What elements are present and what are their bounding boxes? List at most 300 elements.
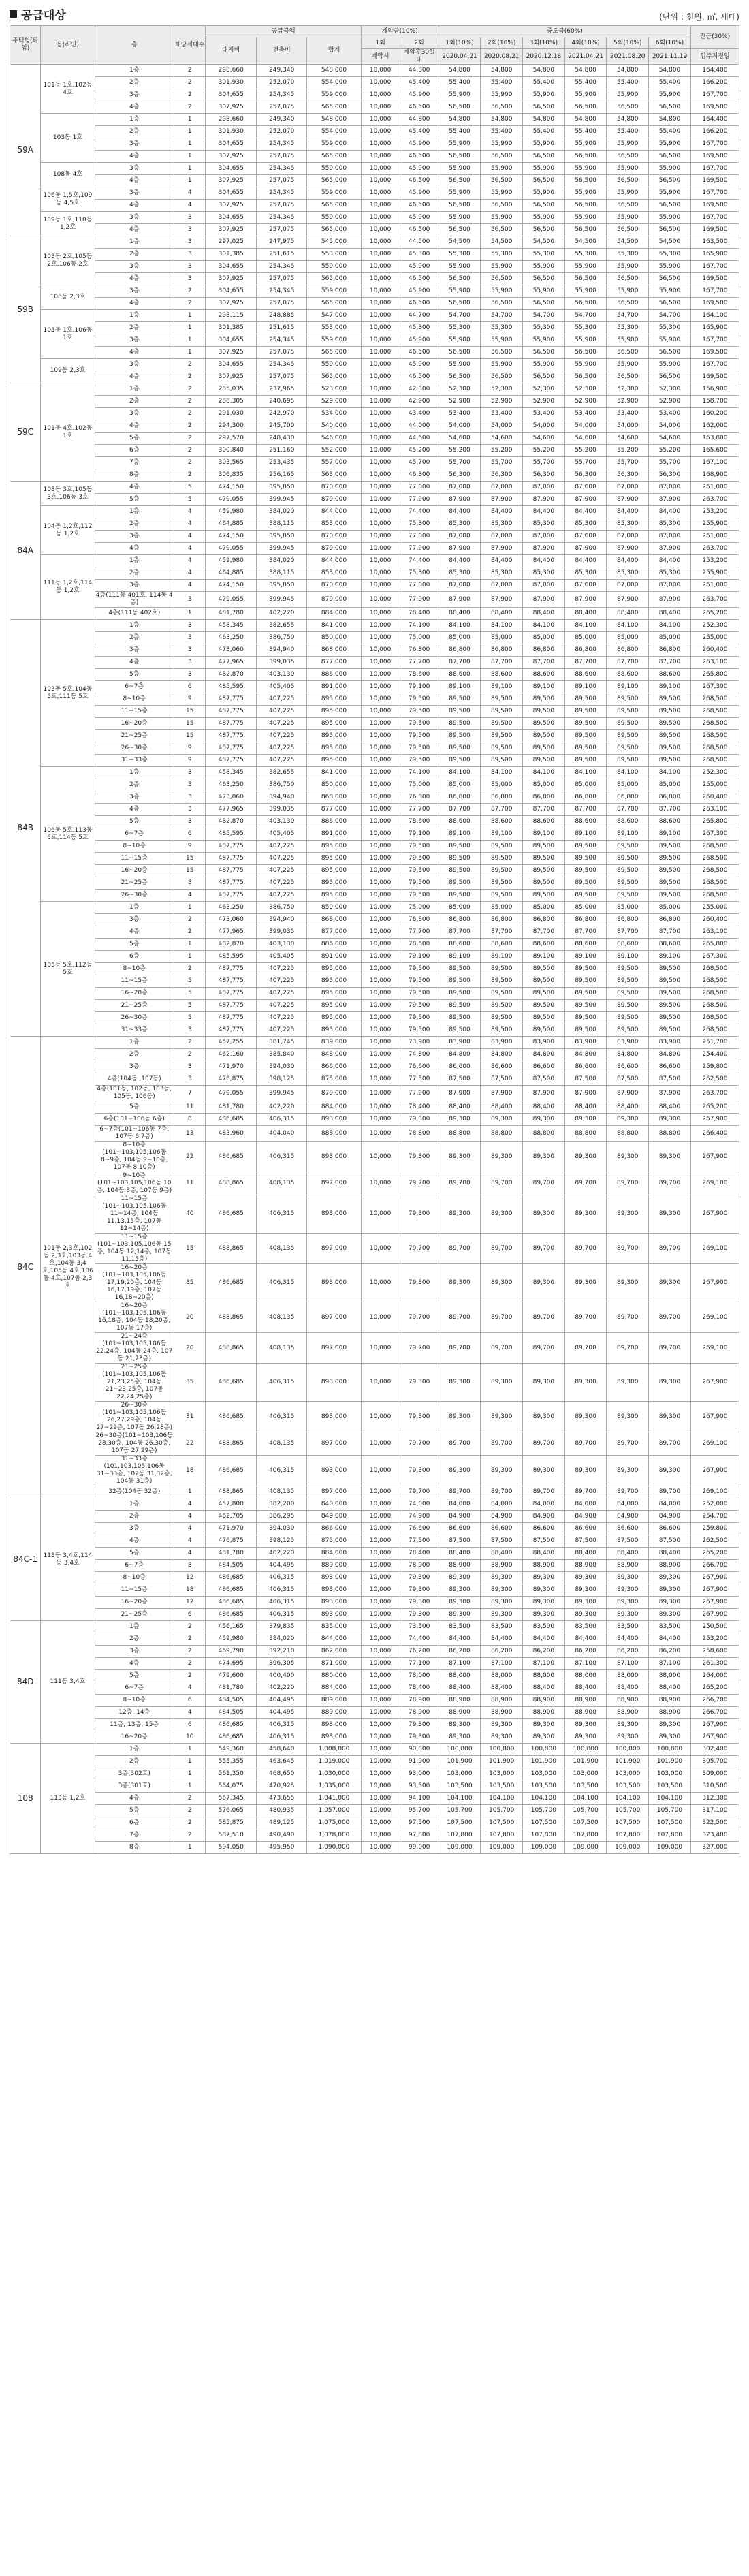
cell-units: 12 bbox=[174, 1597, 206, 1609]
cell-m3: 88,600 bbox=[523, 939, 565, 951]
cell-building: 254,345 bbox=[256, 138, 306, 151]
cell-balance: 268,500 bbox=[690, 706, 739, 718]
cell-building: 408,135 bbox=[256, 1333, 306, 1364]
cell-m1: 89,500 bbox=[439, 730, 481, 742]
cell-building: 399,035 bbox=[256, 657, 306, 669]
cell-m1: 55,900 bbox=[439, 285, 481, 298]
cell-c2: 44,800 bbox=[400, 114, 439, 126]
cell-building: 399,945 bbox=[256, 494, 306, 506]
cell-m5: 87,000 bbox=[607, 482, 649, 494]
cell-total: 1,078,000 bbox=[307, 1829, 361, 1842]
cell-total: 884,000 bbox=[307, 1682, 361, 1695]
cell-land: 486,685 bbox=[206, 1402, 256, 1432]
cell-m5: 55,400 bbox=[607, 77, 649, 89]
header-m3-date: 2020.12.18 bbox=[523, 49, 565, 65]
cell-units: 2 bbox=[174, 1621, 206, 1633]
cell-total: 897,000 bbox=[307, 1432, 361, 1456]
cell-m6: 89,300 bbox=[649, 1456, 691, 1486]
table-row bbox=[10, 1142, 739, 1172]
cell-m2: 56,500 bbox=[481, 298, 523, 310]
cell-building: 254,345 bbox=[256, 261, 306, 273]
cell-m5: 89,300 bbox=[607, 1597, 649, 1609]
cell-units: 15 bbox=[174, 730, 206, 742]
cell-m2: 87,500 bbox=[481, 1535, 523, 1548]
cell-building: 403,130 bbox=[256, 816, 306, 828]
cell-m6: 83,500 bbox=[649, 1621, 691, 1633]
cell-building: 254,345 bbox=[256, 212, 306, 224]
cell-building: 402,220 bbox=[256, 1101, 306, 1114]
cell-total: 893,000 bbox=[307, 1719, 361, 1731]
cell-land: 476,875 bbox=[206, 1073, 256, 1086]
table-row bbox=[10, 1511, 739, 1523]
cell-m1: 87,700 bbox=[439, 657, 481, 669]
cell-m5: 54,000 bbox=[607, 420, 649, 433]
cell-m4: 89,100 bbox=[564, 828, 607, 841]
cell-m2: 55,300 bbox=[481, 322, 523, 334]
cell-balance: 169,500 bbox=[690, 273, 739, 285]
cell-m3: 89,500 bbox=[523, 730, 565, 742]
cell-m6: 89,500 bbox=[649, 963, 691, 975]
cell-m3: 55,400 bbox=[523, 126, 565, 138]
cell-c1: 10,000 bbox=[361, 1744, 400, 1756]
cell-m4: 88,800 bbox=[564, 1126, 607, 1142]
cell-c1: 10,000 bbox=[361, 1768, 400, 1780]
cell-c1: 10,000 bbox=[361, 902, 400, 914]
cell-units: 2 bbox=[174, 1829, 206, 1842]
cell-c1: 10,000 bbox=[361, 1817, 400, 1829]
header-balance-sub: 입주지정일 bbox=[690, 49, 739, 65]
table-row bbox=[10, 1535, 739, 1548]
cell-m6: 89,100 bbox=[649, 828, 691, 841]
cell-floor: 16~20층(101~103,105,106동 16,18층, 104동 18,20층, 107동 17층) bbox=[95, 1302, 174, 1333]
cell-balance: 267,900 bbox=[690, 1264, 739, 1302]
cell-c1: 10,000 bbox=[361, 89, 400, 101]
cell-floor: 3층 bbox=[95, 644, 174, 657]
cell-building: 385,840 bbox=[256, 1049, 306, 1061]
cell-total: 895,000 bbox=[307, 988, 361, 1000]
cell-c1: 10,000 bbox=[361, 1126, 400, 1142]
cell-m3: 107,500 bbox=[523, 1817, 565, 1829]
table-row bbox=[10, 1780, 739, 1793]
cell-m1: 87,900 bbox=[439, 494, 481, 506]
table-row bbox=[10, 285, 739, 298]
cell-m1: 88,900 bbox=[439, 1707, 481, 1719]
cell-m6: 86,800 bbox=[649, 644, 691, 657]
table-row bbox=[10, 114, 739, 126]
cell-m1: 89,300 bbox=[439, 1264, 481, 1302]
cell-units: 2 bbox=[174, 65, 206, 77]
cell-m2: 89,500 bbox=[481, 718, 523, 730]
cell-balance: 268,500 bbox=[690, 755, 739, 767]
cell-m3: 103,000 bbox=[523, 1768, 565, 1780]
table-row bbox=[10, 644, 739, 657]
cell-balance: 167,700 bbox=[690, 89, 739, 101]
cell-m1: 89,500 bbox=[439, 865, 481, 877]
cell-dong: 105동 5호,112동 5호 bbox=[41, 902, 95, 1037]
cell-c1: 10,000 bbox=[361, 322, 400, 334]
cell-c2: 78,900 bbox=[400, 1560, 439, 1572]
cell-balance: 267,900 bbox=[690, 1456, 739, 1486]
cell-building: 394,030 bbox=[256, 1061, 306, 1073]
cell-floor: 3층 bbox=[95, 1523, 174, 1535]
cell-m6: 55,400 bbox=[649, 77, 691, 89]
cell-c2: 79,300 bbox=[400, 1456, 439, 1486]
cell-floor: 4층(111동 402호) bbox=[95, 608, 174, 620]
cell-m5: 89,500 bbox=[607, 755, 649, 767]
table-row bbox=[10, 1548, 739, 1560]
cell-units: 8 bbox=[174, 1560, 206, 1572]
cell-balance: 268,500 bbox=[690, 693, 739, 706]
cell-land: 471,970 bbox=[206, 1061, 256, 1073]
cell-total: 868,000 bbox=[307, 791, 361, 804]
cell-c2: 75,300 bbox=[400, 567, 439, 580]
cell-m5: 88,400 bbox=[607, 1101, 649, 1114]
cell-c1: 10,000 bbox=[361, 1012, 400, 1024]
cell-m1: 56,500 bbox=[439, 151, 481, 163]
cell-m5: 88,800 bbox=[607, 1126, 649, 1142]
cell-c1: 10,000 bbox=[361, 914, 400, 926]
cell-units: 6 bbox=[174, 681, 206, 693]
cell-building: 251,615 bbox=[256, 322, 306, 334]
cell-total: 559,000 bbox=[307, 138, 361, 151]
cell-units: 3 bbox=[174, 261, 206, 273]
cell-total: 877,000 bbox=[307, 657, 361, 669]
cell-m1: 101,900 bbox=[439, 1756, 481, 1768]
cell-balance: 266,400 bbox=[690, 1126, 739, 1142]
cell-building: 399,035 bbox=[256, 926, 306, 939]
cell-building: 404,495 bbox=[256, 1695, 306, 1707]
cell-c1: 10,000 bbox=[361, 396, 400, 408]
cell-m3: 107,800 bbox=[523, 1829, 565, 1842]
cell-m4: 87,900 bbox=[564, 592, 607, 608]
cell-units: 11 bbox=[174, 1172, 206, 1195]
cell-balance: 252,300 bbox=[690, 767, 739, 779]
cell-building: 402,220 bbox=[256, 608, 306, 620]
cell-m5: 83,500 bbox=[607, 1621, 649, 1633]
cell-floor: 5층 bbox=[95, 1670, 174, 1682]
cell-m6: 86,800 bbox=[649, 791, 691, 804]
cell-floor: 21~25층 bbox=[95, 877, 174, 890]
cell-m2: 89,500 bbox=[481, 1012, 523, 1024]
cell-units: 2 bbox=[174, 101, 206, 114]
cell-c2: 79,100 bbox=[400, 681, 439, 693]
cell-floor: 1층 bbox=[95, 1621, 174, 1633]
cell-c2: 78,900 bbox=[400, 1695, 439, 1707]
header-balance: 잔금(30%) bbox=[690, 26, 739, 49]
cell-m6: 84,100 bbox=[649, 620, 691, 632]
cell-total: 850,000 bbox=[307, 632, 361, 644]
cell-m3: 89,300 bbox=[523, 1364, 565, 1402]
table-row bbox=[10, 138, 739, 151]
cell-total: 563,000 bbox=[307, 469, 361, 482]
cell-m1: 86,800 bbox=[439, 791, 481, 804]
cell-land: 486,685 bbox=[206, 1195, 256, 1234]
cell-floor: 6~7층 bbox=[95, 1682, 174, 1695]
cell-land: 487,775 bbox=[206, 693, 256, 706]
cell-land: 479,055 bbox=[206, 494, 256, 506]
cell-balance: 167,700 bbox=[690, 261, 739, 273]
cell-c1: 10,000 bbox=[361, 531, 400, 543]
cell-m5: 86,200 bbox=[607, 1646, 649, 1658]
table-row bbox=[10, 1364, 739, 1402]
cell-m2: 84,400 bbox=[481, 1633, 523, 1646]
cell-units: 2 bbox=[174, 1658, 206, 1670]
cell-m4: 89,300 bbox=[564, 1142, 607, 1172]
cell-c1: 10,000 bbox=[361, 865, 400, 877]
cell-m1: 89,100 bbox=[439, 828, 481, 841]
cell-m4: 88,400 bbox=[564, 1682, 607, 1695]
cell-total: 897,000 bbox=[307, 1172, 361, 1195]
cell-total: 897,000 bbox=[307, 1302, 361, 1333]
cell-balance: 253,200 bbox=[690, 506, 739, 518]
cell-m4: 89,500 bbox=[564, 975, 607, 988]
cell-total: 895,000 bbox=[307, 706, 361, 718]
cell-c2: 78,600 bbox=[400, 816, 439, 828]
cell-land: 486,685 bbox=[206, 1584, 256, 1597]
cell-units: 8 bbox=[174, 877, 206, 890]
cell-m3: 84,100 bbox=[523, 620, 565, 632]
cell-c2: 78,400 bbox=[400, 1682, 439, 1695]
cell-c2: 76,200 bbox=[400, 1646, 439, 1658]
table-row bbox=[10, 531, 739, 543]
cell-units: 1 bbox=[174, 1780, 206, 1793]
cell-m3: 87,100 bbox=[523, 1658, 565, 1670]
cell-m3: 89,500 bbox=[523, 1000, 565, 1012]
cell-dong: 101동 1호,102동 4호 bbox=[41, 65, 95, 114]
cell-c2: 77,700 bbox=[400, 657, 439, 669]
table-row bbox=[10, 482, 739, 494]
cell-m1: 54,700 bbox=[439, 310, 481, 322]
cell-c1: 10,000 bbox=[361, 1101, 400, 1114]
cell-m4: 86,600 bbox=[564, 1523, 607, 1535]
cell-units: 1 bbox=[174, 951, 206, 963]
cell-floor: 3층(302호) bbox=[95, 1768, 174, 1780]
cell-land: 473,060 bbox=[206, 644, 256, 657]
cell-building: 257,075 bbox=[256, 371, 306, 383]
table-row bbox=[10, 951, 739, 963]
cell-c1: 10,000 bbox=[361, 334, 400, 347]
cell-units: 4 bbox=[174, 580, 206, 592]
cell-floor: 1층 bbox=[95, 236, 174, 249]
cell-m4: 56,500 bbox=[564, 298, 607, 310]
cell-m3: 89,700 bbox=[523, 1172, 565, 1195]
cell-building: 394,030 bbox=[256, 1523, 306, 1535]
cell-m2: 56,500 bbox=[481, 151, 523, 163]
cell-building: 248,430 bbox=[256, 433, 306, 445]
cell-m2: 85,000 bbox=[481, 779, 523, 791]
cell-units: 4 bbox=[174, 567, 206, 580]
header-m4-date: 2021.04.21 bbox=[564, 49, 607, 65]
cell-building: 405,405 bbox=[256, 951, 306, 963]
cell-land: 487,775 bbox=[206, 853, 256, 865]
cell-m1: 105,700 bbox=[439, 1805, 481, 1817]
cell-total: 559,000 bbox=[307, 334, 361, 347]
cell-m6: 87,900 bbox=[649, 543, 691, 555]
cell-floor: 9~10층(101~103,105,106동 10층, 104동 8층, 107동 9층) bbox=[95, 1172, 174, 1195]
table-row bbox=[10, 249, 739, 261]
cell-m6: 89,500 bbox=[649, 1012, 691, 1024]
cell-building: 406,315 bbox=[256, 1719, 306, 1731]
cell-m2: 87,100 bbox=[481, 1658, 523, 1670]
cell-m1: 55,900 bbox=[439, 187, 481, 200]
cell-balance: 166,200 bbox=[690, 77, 739, 89]
cell-building: 407,225 bbox=[256, 841, 306, 853]
cell-m4: 85,300 bbox=[564, 567, 607, 580]
cell-c2: 76,800 bbox=[400, 644, 439, 657]
cell-floor: 8~10층 bbox=[95, 693, 174, 706]
cell-floor: 2층 bbox=[95, 632, 174, 644]
cell-building: 407,225 bbox=[256, 706, 306, 718]
cell-m1: 86,800 bbox=[439, 644, 481, 657]
cell-balance: 167,700 bbox=[690, 334, 739, 347]
table-row bbox=[10, 804, 739, 816]
cell-m4: 89,500 bbox=[564, 1000, 607, 1012]
cell-m1: 89,300 bbox=[439, 1731, 481, 1744]
cell-m2: 103,000 bbox=[481, 1768, 523, 1780]
cell-m2: 89,500 bbox=[481, 877, 523, 890]
cell-total: 889,000 bbox=[307, 1695, 361, 1707]
cell-building: 463,645 bbox=[256, 1756, 306, 1768]
cell-land: 304,655 bbox=[206, 359, 256, 371]
table-row bbox=[10, 1126, 739, 1142]
section-title bbox=[10, 5, 66, 22]
cell-total: 840,000 bbox=[307, 1498, 361, 1511]
cell-m2: 55,300 bbox=[481, 249, 523, 261]
cell-m5: 89,500 bbox=[607, 706, 649, 718]
cell-c2: 77,000 bbox=[400, 580, 439, 592]
cell-m5: 88,900 bbox=[607, 1707, 649, 1719]
cell-building: 407,225 bbox=[256, 975, 306, 988]
cell-m4: 84,100 bbox=[564, 767, 607, 779]
cell-floor: 3층 bbox=[95, 408, 174, 420]
cell-units: 2 bbox=[174, 1817, 206, 1829]
cell-building: 395,850 bbox=[256, 531, 306, 543]
cell-m3: 83,500 bbox=[523, 1621, 565, 1633]
cell-m4: 89,300 bbox=[564, 1264, 607, 1302]
cell-m5: 88,400 bbox=[607, 1682, 649, 1695]
cell-m3: 56,500 bbox=[523, 273, 565, 285]
cell-m2: 89,500 bbox=[481, 755, 523, 767]
cell-total: 844,000 bbox=[307, 506, 361, 518]
cell-floor: 26~30층(101~103,106동 28,30층, 104동 26,30층, 107동 27,29층) bbox=[95, 1432, 173, 1454]
cell-c1: 10,000 bbox=[361, 779, 400, 791]
cell-units: 8 bbox=[174, 1114, 206, 1126]
cell-total: 893,000 bbox=[307, 1364, 361, 1402]
cell-dong: 108동 2,3호 bbox=[41, 285, 95, 310]
cell-total: 870,000 bbox=[307, 580, 361, 592]
cell-m5: 84,000 bbox=[607, 1498, 649, 1511]
cell-land: 485,595 bbox=[206, 681, 256, 693]
cell-m6: 87,700 bbox=[649, 657, 691, 669]
cell-land: 307,925 bbox=[206, 151, 256, 163]
cell-floor: 4층 bbox=[95, 151, 174, 163]
cell-building: 254,345 bbox=[256, 334, 306, 347]
cell-c2: 46,500 bbox=[400, 224, 439, 236]
cell-floor: 11~15층 bbox=[95, 1584, 174, 1597]
cell-units: 4 bbox=[174, 1498, 206, 1511]
cell-m2: 89,500 bbox=[481, 1000, 523, 1012]
cell-c2: 79,700 bbox=[400, 1333, 439, 1364]
cell-m2: 55,900 bbox=[481, 89, 523, 101]
cell-m1: 89,300 bbox=[439, 1402, 481, 1432]
cell-m6: 89,500 bbox=[649, 890, 691, 902]
cell-dong: 103동 3호,105동 3호,106동 3호 bbox=[41, 482, 95, 506]
table-row bbox=[10, 1621, 739, 1633]
cell-c2: 75,000 bbox=[400, 779, 439, 791]
cell-balance: 269,100 bbox=[690, 1333, 739, 1364]
cell-units: 1 bbox=[174, 138, 206, 151]
cell-m2: 55,900 bbox=[481, 187, 523, 200]
cell-building: 406,315 bbox=[256, 1584, 306, 1597]
cell-m5: 89,700 bbox=[607, 1333, 649, 1364]
cell-balance: 265,800 bbox=[690, 669, 739, 681]
cell-c1: 10,000 bbox=[361, 1670, 400, 1682]
cell-m3: 89,500 bbox=[523, 890, 565, 902]
cell-m3: 56,500 bbox=[523, 371, 565, 383]
cell-balance: 164,400 bbox=[690, 65, 739, 77]
cell-total: 870,000 bbox=[307, 482, 361, 494]
cell-c2: 79,500 bbox=[400, 853, 439, 865]
cell-m2: 55,900 bbox=[481, 212, 523, 224]
cell-m1: 55,400 bbox=[439, 77, 481, 89]
cell-c1: 10,000 bbox=[361, 988, 400, 1000]
cell-m3: 87,000 bbox=[523, 531, 565, 543]
cell-balance: 269,100 bbox=[690, 1432, 739, 1456]
cell-building: 407,225 bbox=[256, 742, 306, 755]
cell-m6: 84,800 bbox=[649, 1049, 691, 1061]
cell-land: 474,150 bbox=[206, 531, 256, 543]
cell-units: 6 bbox=[174, 1695, 206, 1707]
cell-m5: 55,400 bbox=[607, 126, 649, 138]
table-row bbox=[10, 371, 739, 383]
cell-building: 408,135 bbox=[256, 1172, 306, 1195]
cell-m3: 55,900 bbox=[523, 212, 565, 224]
cell-floor: 32층(104동 32층) bbox=[95, 1486, 174, 1498]
cell-m3: 56,500 bbox=[523, 101, 565, 114]
cell-c1: 10,000 bbox=[361, 1195, 400, 1234]
cell-m3: 55,900 bbox=[523, 285, 565, 298]
cell-m3: 85,300 bbox=[523, 567, 565, 580]
cell-total: 891,000 bbox=[307, 828, 361, 841]
cell-c1: 10,000 bbox=[361, 469, 400, 482]
cell-c2: 79,500 bbox=[400, 755, 439, 767]
cell-units: 4 bbox=[174, 531, 206, 543]
cell-total: 893,000 bbox=[307, 1584, 361, 1597]
cell-m3: 52,900 bbox=[523, 396, 565, 408]
cell-balance: 261,000 bbox=[690, 531, 739, 543]
cell-balance: 262,500 bbox=[690, 1535, 739, 1548]
cell-m4: 89,700 bbox=[564, 1432, 607, 1456]
cell-c2: 74,800 bbox=[400, 1049, 439, 1061]
cell-m3: 85,000 bbox=[523, 902, 565, 914]
cell-m2: 87,900 bbox=[481, 592, 523, 608]
cell-m5: 101,900 bbox=[607, 1756, 649, 1768]
cell-m6: 89,300 bbox=[649, 1264, 691, 1302]
cell-land: 307,925 bbox=[206, 200, 256, 212]
cell-total: 889,000 bbox=[307, 1707, 361, 1719]
cell-m4: 54,700 bbox=[564, 310, 607, 322]
cell-floor: 5층 bbox=[95, 1805, 174, 1817]
cell-units: 10 bbox=[174, 1731, 206, 1744]
cell-m1: 56,300 bbox=[439, 469, 481, 482]
cell-m2: 89,700 bbox=[481, 1486, 523, 1498]
cell-c2: 79,500 bbox=[400, 865, 439, 877]
cell-building: 386,750 bbox=[256, 632, 306, 644]
cell-m2: 89,500 bbox=[481, 730, 523, 742]
cell-c2: 42,900 bbox=[400, 396, 439, 408]
cell-m5: 85,300 bbox=[607, 567, 649, 580]
table-row bbox=[10, 555, 739, 567]
